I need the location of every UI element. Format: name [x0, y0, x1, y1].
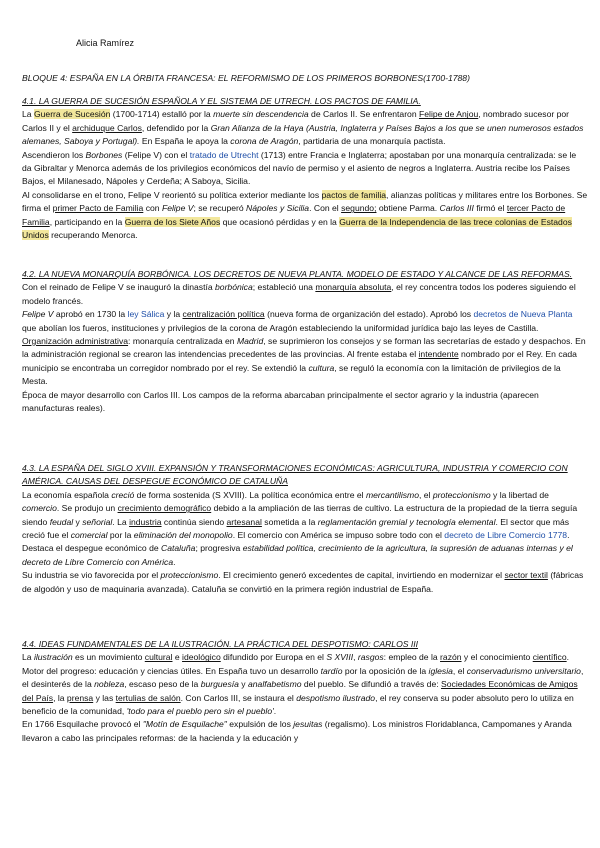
document-title: BLOQUE 4: ESPAÑA EN LA ÓRBITA FRANCESA: EL REFORMISMO DE LOS PRIMEROS BORBONES(1700-1788)	[22, 73, 470, 83]
section-title: 4.2. LA NUEVA MONARQUÍA BORBÓNICA. LOS DECRETOS DE NUEVA PLANTA. MODELO DE ESTADO Y ALCANCE DE LAS REFORMAS.	[22, 269, 573, 279]
underlined-term: monarquía absoluta	[315, 282, 392, 293]
term-link[interactable]: decretos de Nueva Planta	[473, 309, 573, 320]
underlined-term: segundo;	[341, 203, 377, 214]
italic-term: 'todo para el pueblo pero sin el pueblo'	[126, 706, 274, 717]
italic-term: creció	[111, 489, 135, 500]
paragraph: La Guerra de Sucesión (1700-1714) estalló por la muerte sin descendencia de Carlos II. Se enfrentaron Felipe de Anjou, nombrado sucesor por Carlos II y el archiduque Carlos, defendido por la Gran Alianza de la Haya (Austria, Inglaterra y Países Bajos a los que se unen numerosos estados alemanes, Saboya y Portugal). En España le apoya la corona de Aragón, partidaria de una monarquía pactista.	[22, 109, 584, 147]
section-title: 4.3. LA ESPAÑA DEL SIGLO XVIII. EXPANSIÓN Y TRANSFORMACIONES ECONÓMICAS: AGRICULTURA, INDUSTRIA Y COMERCIO CON AMÉRICA. CAUSAS DEL DESPEGUE ECONÓMICO DE CATALUÑA	[22, 463, 568, 487]
italic-term: Borbones	[85, 149, 123, 160]
underlined-term: primer Pacto de Familia	[52, 203, 144, 214]
section-body	[22, 651, 588, 745]
section-body	[22, 108, 588, 242]
italic-term: cultura	[308, 362, 335, 373]
italic-term: reglamentación gremial y tecnología elemental	[317, 516, 496, 527]
underlined-term: cultural	[144, 652, 173, 663]
paragraph: Ascendieron los Borbones (Felipe V) con el tratado de Utrecht (1713) entre Francia e Inglaterra; apostaban por una monarquía centralizada: se le da Gibraltar y Menorca además de los privilegios económicos del navío de permiso y el asiento de negros a Inglaterra. Austria recibe los Países Bajos, el Milanesado, Nápoles y Cerdeña; A Saboya, Sicilia.	[22, 149, 577, 187]
italic-term: comercio	[22, 503, 57, 514]
underlined-term: prensa	[66, 692, 94, 703]
highlighted-term: pactos de familia	[321, 189, 387, 200]
paragraph: Organización administrativa: monarquía centralizada en Madrid, se suprimieron los consejos y se forman las secretarías de estado y despachos. En la administración regional se crearon las intendencias precedentes de las provincias. Al frente estaba el intendente nombrado por el Rey. En cada municipio se encontraba un corregidor nombrado por el rey. Se extendió la cultura, se reguló la economía con la limitación de privilegios de la Mesta.	[22, 336, 586, 387]
italic-term: ilustración	[33, 652, 73, 663]
italic-term: borbónica	[215, 282, 253, 293]
italic-term: señorial	[82, 516, 113, 527]
term-link[interactable]: tratado de Utrecht	[189, 149, 259, 160]
section-4-1	[22, 95, 588, 242]
italic-term: Nápoles y Sicilia	[246, 203, 310, 214]
paragraph: Felipe V aprobó en 1730 la ley Sálica y la centralización política (nueva forma de organización del estado). Aprobó los decretos de Nueva Planta que abolían los fueros, instituciones y privilegios de la corona de Aragón estableciendo la uniformidad jurídica bajo las leyes de Castilla.	[22, 309, 573, 333]
italic-term: rasgos	[357, 652, 384, 663]
italic-term: Gran Alianza de la Haya (Austria, Inglaterra y Países Bajos a los que se unen numerosos estados alemanes, Saboya y Portugal).	[22, 122, 584, 147]
section-4-2	[22, 268, 588, 415]
highlighted-term: Guerra de los Siete Años	[124, 216, 221, 227]
italic-term: mercantilismo	[365, 489, 419, 500]
italic-term: "Motín de Esquilache"	[142, 719, 227, 730]
paragraph: Con el reinado de Felipe V se inauguró la dinastía borbónica; estableció una monarquía absoluta, el rey concentra todos los poderes siguiendo el modelo francés.	[22, 282, 576, 306]
section-title: 4.4. IDEAS FUNDAMENTALES DE LA ILUSTRACIÓN. LA PRÁCTICA DEL DESPOTISMO: CARLOS III	[22, 639, 419, 649]
italic-term: S XVIII	[326, 652, 354, 663]
underlined-term: ideológico	[182, 652, 221, 663]
highlighted-term: Guerra de Sucesión	[33, 109, 111, 120]
underlined-term: tertulias de salón	[115, 692, 181, 703]
italic-term: iglesia	[428, 665, 453, 676]
paragraph: Su industria se vio favorecida por el proteccionismo. El crecimiento generó excedentes de capital, invirtiendo en modernizar el sector textil (fábricas de algodón y uso de maquinaria avanzada). Cataluña se convirtió en la primera región industrial de España.	[22, 570, 584, 594]
underlined-term: Felipe de Anjou	[419, 109, 479, 120]
paragraph: Destaca el despegue económico de Cataluña; progresiva estabilidad política, crecimiento de la agricultura, la supresión de aduanas internas y el decreto de Libre Comercio con América.	[22, 543, 573, 567]
section-body	[22, 489, 588, 596]
italic-term: Felipe V	[22, 309, 54, 320]
underlined-term: industria	[129, 516, 162, 527]
underlined-term: intendente	[418, 349, 459, 360]
paragraph: Al consolidarse en el trono, Felipe V reorientó su política exterior mediante los pactos de familia, alianzas políticas y militares entre los Borbones. Se firma el primer Pacto de Familia con Felipe V; se recuperó Nápoles y Sicilia. Con el segundo; obtiene Parma. Carlos III firmó el tercer Pacto de Familia, participando en la Guerra de los Siete Años que ocasionó pérdidas y en la Guerra de la Independencia de las trece colonias de Estados Unidos recuperando Menorca.	[22, 189, 588, 241]
paragraph: Época de mayor desarrollo con Carlos III. Los campos de la reforma abarcaban principalmente el sector agrario y la industria (aparecen manufacturas reales).	[22, 389, 539, 414]
italic-term: burguesía	[200, 679, 239, 690]
italic-term: Felipe V	[161, 203, 194, 214]
underlined-term: tercer Pacto de Familia	[22, 203, 566, 227]
underlined-term: Sociedades Económicas de Amigos del País	[22, 679, 578, 703]
underlined-term: razón	[440, 652, 462, 663]
italic-term: Carlos III	[439, 203, 474, 214]
italic-term: muerte sin descendencia	[213, 109, 309, 120]
italic-term: jesuitas	[293, 719, 323, 730]
section-4-3	[22, 462, 588, 596]
underlined-term: centralización política	[182, 309, 265, 320]
section-title: 4.1. LA GUERRA DE SUCESIÓN ESPAÑOLA Y EL SISTEMA DE UTRECH. LOS PACTOS DE FAMILIA.	[22, 96, 421, 106]
italic-term: eliminación del monopolio	[133, 530, 233, 541]
italic-term: proteccionismo	[432, 489, 491, 500]
underlined-term: archiduque Carlos	[72, 122, 142, 133]
author-name: Alicia Ramírez	[76, 38, 135, 48]
italic-term: conservadurismo universitario	[466, 665, 581, 676]
italic-term: corona de Aragón	[230, 136, 299, 147]
section-4-4	[22, 638, 588, 745]
section-body	[22, 281, 588, 415]
term-link[interactable]: decreto de Libre Comercio 1778	[444, 530, 568, 541]
italic-term: tardío	[320, 665, 343, 676]
underlined-term: científico	[532, 652, 567, 663]
underlined-term: Organización administrativa	[22, 336, 129, 347]
paragraph: La economía española creció de forma sostenida (S XVIII). La política económica entre el mercantilismo, el proteccionismo y la libertad de comercio. Se produjo un crecimiento demográfico debido a la ampliación de las tierras de cultivo. La estructura de la propiedad de la tierra seguía siendo feudal y señorial. La industria continúa siendo artesanal sometida a la reglamentación gremial y tecnología elemental. El sector que más creció fue el comercial por la eliminación del monopolio. El comercio con América se impuso sobre todo con el decreto de Libre Comercio 1778.	[22, 489, 578, 541]
underlined-term: crecimiento demográfico	[117, 503, 212, 514]
italic-term: Cataluña	[161, 543, 196, 554]
italic-term: Madrid	[236, 336, 264, 347]
italic-term: estabilidad política, crecimiento de la agricultura, la supresión de aduanas internas y el decreto de Libre Comercio con América	[22, 543, 573, 567]
italic-term: proteccionismo	[160, 570, 219, 581]
highlighted-term: Guerra de la Independencia de las trece colonias de Estados Unidos	[22, 216, 572, 241]
italic-term: nobleza	[94, 679, 125, 690]
underlined-term: artesanal	[226, 516, 262, 527]
paragraph: En 1766 Esquilache provocó el "Motín de Esquilache" expulsión de los jesuitas (regalismo). Los ministros Floridablanca, Campomanes y Aranda llevaron a cabo las principales reformas: de la hacienda y la educación y	[22, 719, 572, 743]
italic-term: feudal	[49, 516, 74, 527]
paragraph: La ilustración es un movimiento cultural e ideológico difundido por Europa en el S XVIII, rasgos: empleo de la razón y el conocimiento científico. Motor del progreso: educación y ciencias útiles. En España tuvo un desarrollo tardío por la oposición de la iglesia, el conservadurismo universitario, el desinterés de la nobleza, escaso peso de la burguesía y analfabetismo del pueblo. Se difundió a través de: Sociedades Económicas de Amigos del País, la prensa y las tertulias de salón. Con Carlos III, se instaura el despotismo ilustrado, el rey conserva su poder absoluto pero lo utiliza en beneficio de la comunidad, 'todo para el pueblo pero sin el pueblo'.	[22, 652, 584, 717]
italic-term: comercial	[70, 530, 108, 541]
italic-term: despotismo ilustrado	[296, 692, 376, 703]
italic-term: analfabetismo	[248, 679, 302, 690]
underlined-term: sector textil	[504, 570, 548, 581]
term-link[interactable]: ley Sálica	[127, 309, 165, 320]
